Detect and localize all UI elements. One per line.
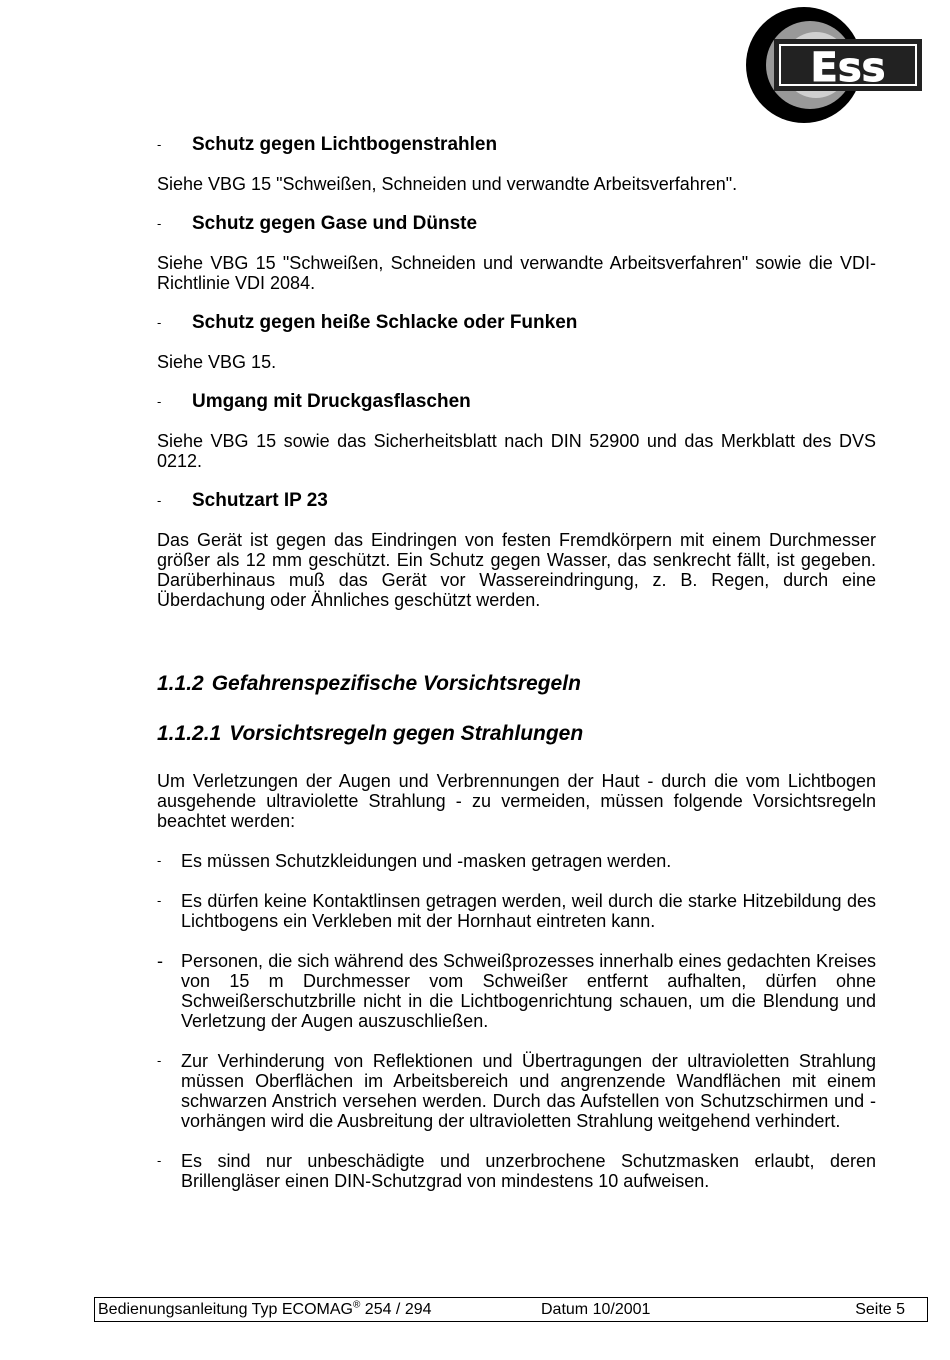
section-heading: - Schutz gegen heiße Schlacke oder Funken: [157, 312, 578, 333]
section-heading: - Schutz gegen Lichtbogenstrahlen: [157, 134, 498, 155]
section-text: Siehe VBG 15 sowie das Sicherheitsblatt nach DIN 52900 und das Merkblatt des DVS 0212.: [157, 431, 876, 471]
intro-paragraph: Um Verletzungen der Augen und Verbrennungen der Haut - durch die vom Lichtbogen ausgehende ultraviolette Strahlung - zu vermeiden, müssen folgende Vorsichtsregeln beachtet werden:: [157, 771, 876, 831]
list-item: - Es dürfen keine Kontaktlinsen getragen werden, weil durch die starke Hitzebildung des Lichtbogens ein Verkleben mit der Hornhaut eintreten kann.: [157, 891, 876, 931]
section-heading: - Schutzart IP 23: [157, 490, 328, 511]
list-item: - Zur Verhinderung von Reflektionen und Übertragungen der ultravioletten Strahlung müssen Oberflächen im Arbeitsbereich und angrenzende Wandflächen mit einem schwarzen Anstrich versehen werden. Durch das Aufstellen von Schutzschirmen und -vorhängen wird die Ausbreitung der ultravioletten Strahlung weitgehend verhindert.: [157, 1051, 876, 1131]
list-item: - Personen, die sich während des Schweißprozesses innerhalb eines gedachten Kreises von 15 m Durchmesser vom Schweißer entfernt aufhalten, dürfen ohne Schweißerschutzbrille nicht in die Lichtbogenrichtung schauen, um die Blendung und Verletzung der Augen auszuschließen.: [157, 951, 876, 1031]
list-item: - Es müssen Schutzkleidungen und -masken getragen werden.: [157, 851, 672, 871]
precaution-list: [157, 851, 876, 1191]
page-content: [157, 134, 876, 1191]
section-text: Das Gerät ist gegen das Eindringen von festen Fremdkörpern mit einem Durchmesser größer als 12 mm geschützt. Ein Schutz gegen Wasser, das senkrecht fällt, ist gegeben. Darüberhinaus muß das Gerät vor Wassereindringung, z. B. Regen, durch eine Überdachung oder Ähnliches geschützt werden.: [157, 530, 876, 610]
footer-date: Datum 10/2001: [541, 1301, 651, 1318]
section-heading: - Umgang mit Druckgasflaschen: [157, 391, 471, 412]
chapter-heading: 1.1.2 Gefahrenspezifische Vorsichtsregeln: [157, 672, 581, 695]
page-footer: [94, 1297, 928, 1322]
section-text: Siehe VBG 15.: [157, 352, 277, 372]
ess-logo: [744, 5, 922, 125]
section-heading: - Schutz gegen Gase und Dünste: [157, 213, 478, 234]
section-text: Siehe VBG 15 "Schweißen, Schneiden und verwandte Arbeitsverfahren" sowie die VDI-Richtlinie VDI 2084.: [157, 253, 876, 293]
footer-manual: Bedienungsanleitung Typ ECOMAG® 254 / 294: [98, 1299, 432, 1318]
logo-text: Ess: [810, 45, 886, 91]
footer-page-number: Seite 5: [855, 1301, 905, 1318]
subchapter-heading: 1.1.2.1 Vorsichtsregeln gegen Strahlungen: [157, 722, 584, 745]
section-text: Siehe VBG 15 "Schweißen, Schneiden und verwandte Arbeitsverfahren".: [157, 174, 738, 194]
list-item: - Es sind nur unbeschädigte und unzerbrochene Schutzmasken erlaubt, deren Brillengläser einen DIN-Schutzgrad von mindestens 10 aufweisen.: [157, 1151, 876, 1191]
